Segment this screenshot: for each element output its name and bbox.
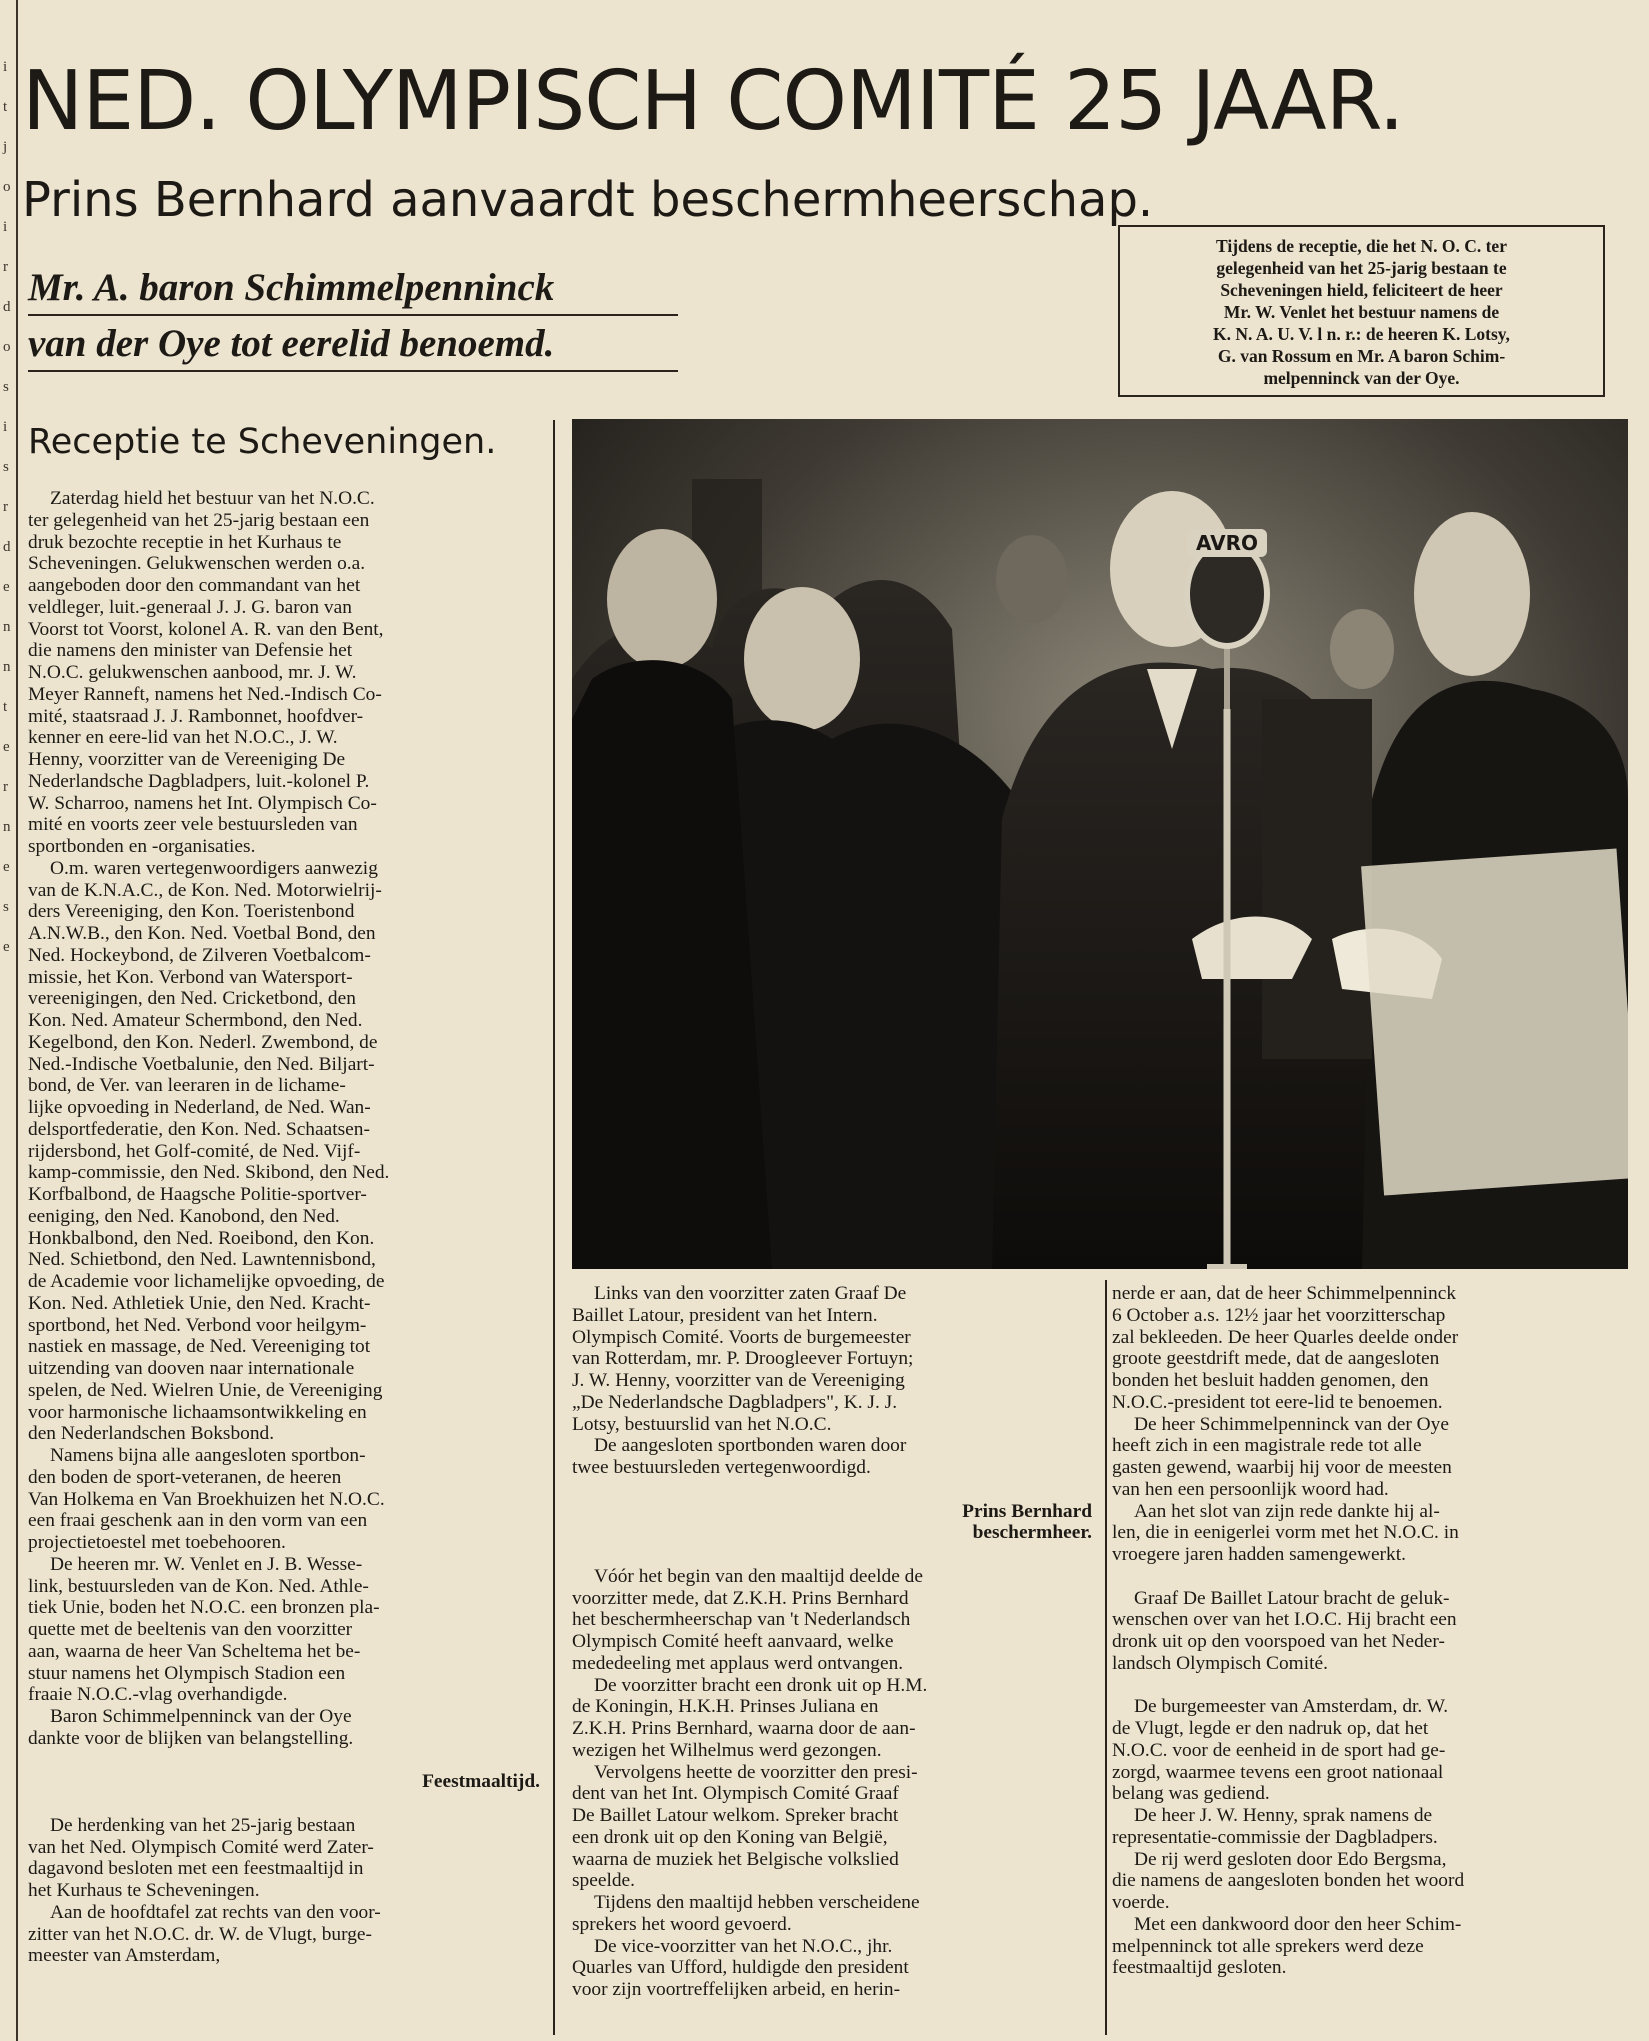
photo-caption-box (1118, 225, 1605, 397)
text-line: Tijdens den maaltijd hebben verscheidene (594, 1892, 920, 1913)
text-line: vereenigingen, den Ned. Cricketbond, den (28, 988, 356, 1010)
text-line: stuur namens het Olympisch Stadion een (28, 1662, 346, 1684)
clipped-letter: i (3, 59, 8, 75)
text-line: Zaterdag hield het bestuur van het N.O.C. (50, 488, 375, 509)
text-line: lijke opvoeding in Nederland, de Ned. Wan- (28, 1097, 371, 1118)
text-line: Van Holkema en Van Broekhuizen het N.O.C. (28, 1488, 385, 1510)
text-line: kamp-commissie, den Ned. Skibond, den Ned. (28, 1162, 390, 1184)
text-line: een fraai geschenk aan in den vorm van een (28, 1510, 368, 1532)
text-line: gasten gewend, waarbij hij voor de meesten (1112, 1457, 1452, 1478)
text-line: Voorst tot Voorst, kolonel A. R. van den Bent, (28, 618, 384, 640)
text-line: eeniging, den Ned. Kanobond, den Ned. (28, 1205, 340, 1227)
text-line: aangeboden door den commandant van het (28, 575, 361, 596)
caption-line: Scheveningen hield, feliciteert de heer (1220, 280, 1503, 300)
text-line: J. W. Henny, voorzitter van de Vereeniging (572, 1370, 905, 1391)
text-line: Namens bijna alle aangesloten sportbon- (50, 1445, 366, 1466)
text-line: landsch Olympisch Comité. (1112, 1652, 1328, 1674)
text-line: aan, waarna de heer Van Scheltema het be- (28, 1640, 361, 1662)
text-line: N.O.C.-president tot eere-lid te benoemen. (1112, 1391, 1443, 1413)
text-line: nerde er aan, dat de heer Schimmelpenninck (1112, 1283, 1457, 1304)
text-line: De voorzitter bracht een dronk uit op H.M. (594, 1674, 928, 1696)
clipped-letter: e (3, 939, 10, 955)
text-line: van de K.N.A.C., de Kon. Ned. Motorwielrij- (28, 879, 382, 901)
column-rule (553, 420, 555, 2035)
text-line: Kon. Ned. Athletiek Unie, den Ned. Kracht- (28, 1292, 371, 1314)
text-line: N.O.C. gelukwenschen aanbood, mr. J. W. (28, 662, 357, 683)
text-line: feestmaaltijd gesloten. (1112, 1957, 1287, 1979)
clipped-letter: r (3, 499, 8, 515)
text-line: uitzending van dooven naar internationale (28, 1358, 355, 1379)
italic-heading-line-1: Mr. A. baron Schimmelpenninck (28, 262, 678, 316)
text-line: Nederlandsche Dagbladpers, luit.-kolonel P. (28, 770, 370, 792)
clipped-letter: e (3, 739, 10, 755)
text-line: Ned.-Indische Voetbalunie, den Ned. Biljart- (28, 1053, 375, 1075)
text-line: Met een dankwoord door den heer Schim- (1134, 1913, 1462, 1935)
text-line: representatie-commissie der Dagbladpers. (1112, 1826, 1438, 1848)
text-line: dagavond besloten met een feestmaaltijd in (28, 1858, 364, 1880)
subheadline: Prins Bernhard aanvaardt beschermheerschap. (22, 172, 1154, 228)
text-line: wezigen het Wilhelmus werd gezongen. (572, 1739, 882, 1761)
text-line: veldleger, luit.-generaal J. J. G. baron van (28, 596, 352, 618)
text-line: het Kurhaus te Scheveningen. (28, 1880, 260, 1901)
text-line: voor harmonische lichaamsontwikkeling en (28, 1401, 367, 1423)
text-line: dent van het Int. Olympisch Comité Graaf (572, 1783, 899, 1805)
text-line: voor zijn voortreffelijken arbeid, en herin- (572, 1979, 901, 2000)
text-line: Kegelbond, den Kon. Nederl. Zwembond, de (28, 1031, 378, 1053)
text-line: den Nederlandschen Boksbond. (28, 1423, 275, 1445)
clipped-letter: s (3, 899, 9, 915)
text-line: Olympisch Comité heeft aanvaard, welke (572, 1631, 894, 1652)
text-line: druk bezochte receptie in het Kurhaus te (28, 531, 342, 553)
clipped-letter: d (3, 539, 11, 555)
text-line: delsportfederatie, den Kon. Ned. Schaatsen- (28, 1118, 370, 1140)
clipped-letter: o (3, 339, 11, 355)
text-line: De aangesloten sportbonden waren door (594, 1435, 907, 1457)
text-line: van het Ned. Olympisch Comité werd Zater- (28, 1836, 374, 1858)
text-line: Baron Schimmelpenninck van der Oye (50, 1706, 352, 1727)
column-rule (1105, 1280, 1107, 2035)
text-line: sprekers het woord gevoerd. (572, 1913, 792, 1935)
paragraph-spacer (1112, 1566, 1635, 1588)
section-heading: Receptie te Scheveningen. (28, 422, 497, 462)
text-line: zitter van het N.O.C. dr. W. de Vlugt, burge- (28, 1923, 372, 1945)
text-line: De Baillet Latour welkom. Spreker bracht (572, 1805, 899, 1826)
caption-line: Tijdens de receptie, die het N. O. C. ter (1216, 236, 1507, 256)
text-line: die namens de aangesloten bonden het woord (1112, 1870, 1465, 1892)
text-line: sportbond, het Ned. Verbond voor heilgym- (28, 1314, 367, 1336)
caption-line: gelegenheid van het 25-jarig bestaan te (1216, 258, 1507, 278)
text-line: twee bestuursleden vertegenwoordigd. (572, 1457, 871, 1478)
text-line: mité, staatsraad J. J. Rambonnet, hoofdver- (28, 705, 364, 727)
text-line: spelen, de Ned. Wielren Unie, de Vereeniging (28, 1379, 383, 1401)
text-line: kenner en eere-lid van het N.O.C., J. W. (28, 727, 338, 749)
text-line: Korfbalbond, de Haagsche Politie-sportver- (28, 1184, 367, 1205)
caption-line: melpenninck van der Oye. (1263, 368, 1460, 388)
text-line: N.O.C. voor de eenheid in de sport had ge- (1112, 1739, 1446, 1761)
text-line: voerde. (1112, 1892, 1170, 1913)
text-line: zorgd, waarmee tevens een groot nationaal (1112, 1761, 1444, 1783)
text-line: mité en voorts zeer vele bestuursleden van (28, 814, 358, 836)
text-line: bond, de Ver. van leeraren in de lichame- (28, 1075, 346, 1097)
text-line: groote geestdrift mede, dat de aangesloten (1112, 1348, 1440, 1370)
headline: NED. OLYMPISCH COMITÉ 25 JAAR. (22, 54, 1404, 149)
text-line: fraaie N.O.C.-vlag overhandigde. (28, 1684, 288, 1706)
text-line: 6 October a.s. 12½ jaar het voorzitterschap (1112, 1304, 1446, 1326)
subheading-line: beschermheer. (972, 1522, 1092, 1544)
text-line: Vóór het begin van den maaltijd deelde de (594, 1565, 923, 1587)
text-line: vroegere jaren hadden samengewerkt. (1112, 1544, 1406, 1565)
clipped-letter: i (3, 219, 8, 235)
paragraph-spacer (1112, 1675, 1635, 1697)
text-line: W. Scharroo, namens het Int. Olympisch Co- (28, 792, 377, 814)
text-line: nastiek en massage, de Ned. Vereeniging tot (28, 1336, 371, 1358)
text-line: een dronk uit op den Koning van België, (572, 1826, 888, 1848)
text-line: Links van den voorzitter zaten Graaf De (594, 1283, 907, 1304)
clipped-letter: s (3, 459, 9, 475)
text-line: De herdenking van het 25-jarig bestaan (50, 1814, 356, 1836)
clipped-letter: i (3, 419, 8, 435)
text-line: De rij werd gesloten door Edo Bergsma, (1134, 1848, 1447, 1870)
clipped-letter: t (3, 699, 8, 715)
text-line: missie, het Kon. Verbond van Watersport- (28, 966, 353, 988)
italic-heading-line-2: van der Oye tot eerelid benoemd. (28, 318, 678, 372)
caption-line: G. van Rossum en Mr. A baron Schim- (1217, 346, 1506, 366)
text-line: ter gelegenheid van het 25-jarig bestaan een (28, 509, 370, 531)
clipped-letter: j (3, 139, 8, 155)
text-line: dronk uit op den voorspoed van het Neder- (1112, 1631, 1445, 1652)
text-line: tiek Unie, boden het N.O.C. een bronzen pla- (28, 1597, 380, 1619)
paragraph-spacer (572, 1479, 1092, 1501)
text-line: rijdersbond, het Golf-comité, de Ned. Vijf- (28, 1140, 361, 1162)
text-line: Lotsy, bestuurslid van het N.O.C. (572, 1413, 832, 1435)
caption-line: Mr. W. Venlet het bestuur namens de (1223, 302, 1500, 322)
text-line: de Academie voor lichamelijke opvoeding, de (28, 1271, 385, 1292)
text-line: Vervolgens heette de voorzitter den presi- (594, 1761, 918, 1783)
text-line: Scheveningen. Gelukwenschen werden o.a. (28, 553, 366, 575)
text-line: Meyer Ranneft, namens het Ned.-Indisch Co- (28, 683, 382, 705)
text-line: quette met de beeltenis van den voorzitter (28, 1619, 353, 1640)
clipped-letter: t (3, 99, 8, 115)
clipped-letter: r (3, 779, 8, 795)
text-line: Graaf De Baillet Latour bracht de geluk- (1134, 1587, 1450, 1609)
text-line: wenschen over van het I.O.C. Hij bracht een (1112, 1609, 1457, 1631)
text-line: Aan het slot van zijn rede dankte hij al- (1134, 1500, 1440, 1522)
text-line: Ned. Hockeybond, de Zilveren Voetbalcom- (28, 944, 371, 966)
text-line: speelde. (572, 1870, 635, 1892)
text-line: O.m. waren vertegenwoordigers aanwezig (50, 857, 378, 879)
text-line: belang was gediend. (1112, 1783, 1270, 1805)
text-line: Kon. Ned. Amateur Schermbond, den Ned. (28, 1010, 363, 1031)
subheading-line: Feestmaaltijd. (422, 1771, 540, 1793)
text-line: „De Nederlandsche Dagbladpers", K. J. J. (572, 1391, 898, 1413)
text-line: De heer J. W. Henny, sprak namens de (1134, 1805, 1433, 1826)
text-line: De burgemeester van Amsterdam, dr. W. (1134, 1696, 1449, 1718)
text-line: mededeeling met applaus werd ontvangen. (572, 1652, 904, 1674)
paragraph-spacer (572, 1544, 1092, 1566)
text-line: waarna de muziek het Belgische volkslied (572, 1848, 899, 1870)
text-line: het beschermheerschap van 't Nederlandsch (572, 1609, 911, 1631)
clipped-letter: n (3, 619, 11, 635)
text-line: A.N.W.B., den Kon. Ned. Voetbal Bond, den (28, 923, 376, 944)
text-line: sportbonden en -organisaties. (28, 836, 256, 857)
clipped-letter: n (3, 659, 11, 675)
text-line: De heer Schimmelpenninck van der Oye (1134, 1413, 1449, 1435)
text-line: Honkbalbond, den Ned. Roeibond, den Kon. (28, 1227, 375, 1249)
microphone-label: AVRO (1195, 531, 1259, 555)
text-line: Baillet Latour, president van het Intern. (572, 1304, 878, 1326)
text-line: de Vlugt, legde er den nadruk op, dat het (1112, 1718, 1429, 1739)
text-line: Quarles van Ufford, huldigde den president (572, 1957, 909, 1979)
text-line: bonden het besluit hadden genomen, den (1112, 1370, 1429, 1391)
text-line: den boden de sport-veteranen, de heeren (28, 1466, 342, 1488)
clipped-letter: r (3, 259, 8, 275)
clipped-letter: o (3, 179, 11, 195)
text-line: De vice-voorzitter van het N.O.C., jhr. (594, 1935, 893, 1957)
text-line: meester van Amsterdam, (28, 1945, 221, 1967)
text-line: die namens den minister van Defensie het (28, 640, 353, 662)
clipped-letter: s (3, 379, 9, 395)
article-column-2 (572, 1283, 1092, 2001)
article-column-1 (28, 488, 540, 1967)
text-line: heeft zich in een magistrale rede tot alle (1112, 1435, 1422, 1457)
text-line: voorzitter mede, dat Z.K.H. Prins Bernhard (572, 1587, 909, 1609)
caption-line: K. N. A. U. V. l n. r.: de heeren K. Lotsy, (1213, 324, 1510, 344)
news-photo (572, 419, 1628, 1269)
article-column-3 (1112, 1283, 1635, 1979)
text-line: melpenninck tot alle sprekers werd deze (1112, 1935, 1424, 1957)
paragraph-spacer (28, 1793, 540, 1815)
text-line: Aan de hoofdtafel zat rechts van den voor- (50, 1901, 381, 1923)
text-line: van hen een persoonlijk woord had. (1112, 1478, 1389, 1500)
text-line: ders Vereeniging, den Kon. Toeristenbond (28, 901, 355, 923)
text-line: dankte voor de blijken van belangstelling. (28, 1727, 354, 1749)
left-column-edge (0, 0, 18, 2041)
text-line: zal bekleeden. De heer Quarles deelde onder (1112, 1326, 1459, 1348)
clipped-letter: e (3, 579, 10, 595)
clipped-letter: n (3, 819, 11, 835)
text-line: Olympisch Comité. Voorts de burgemeester (572, 1326, 911, 1348)
subheading-line: Prins Bernhard (962, 1500, 1092, 1522)
clipped-letter: e (3, 859, 10, 875)
text-line: Henny, voorzitter van de Vereeniging De (28, 749, 346, 770)
text-line: Z.K.H. Prins Bernhard, waarna door de aan- (572, 1718, 916, 1739)
text-line: Ned. Schietbond, den Ned. Lawntennisbond, (28, 1249, 376, 1271)
text-line: van Rotterdam, mr. P. Droogleever Fortuyn; (572, 1348, 914, 1370)
text-line: len, die in eenigerlei vorm met het N.O.C. in (1112, 1522, 1459, 1544)
paragraph-spacer (28, 1750, 540, 1772)
clipped-letter: d (3, 299, 11, 315)
text-line: de Koningin, H.K.H. Prinses Juliana en (572, 1696, 879, 1718)
text-line: projectietoestel met toebehooren. (28, 1532, 286, 1553)
text-line: link, bestuursleden van de Kon. Ned. Athle- (28, 1575, 369, 1597)
text-line: De heeren mr. W. Venlet en J. B. Wesse- (50, 1553, 363, 1575)
